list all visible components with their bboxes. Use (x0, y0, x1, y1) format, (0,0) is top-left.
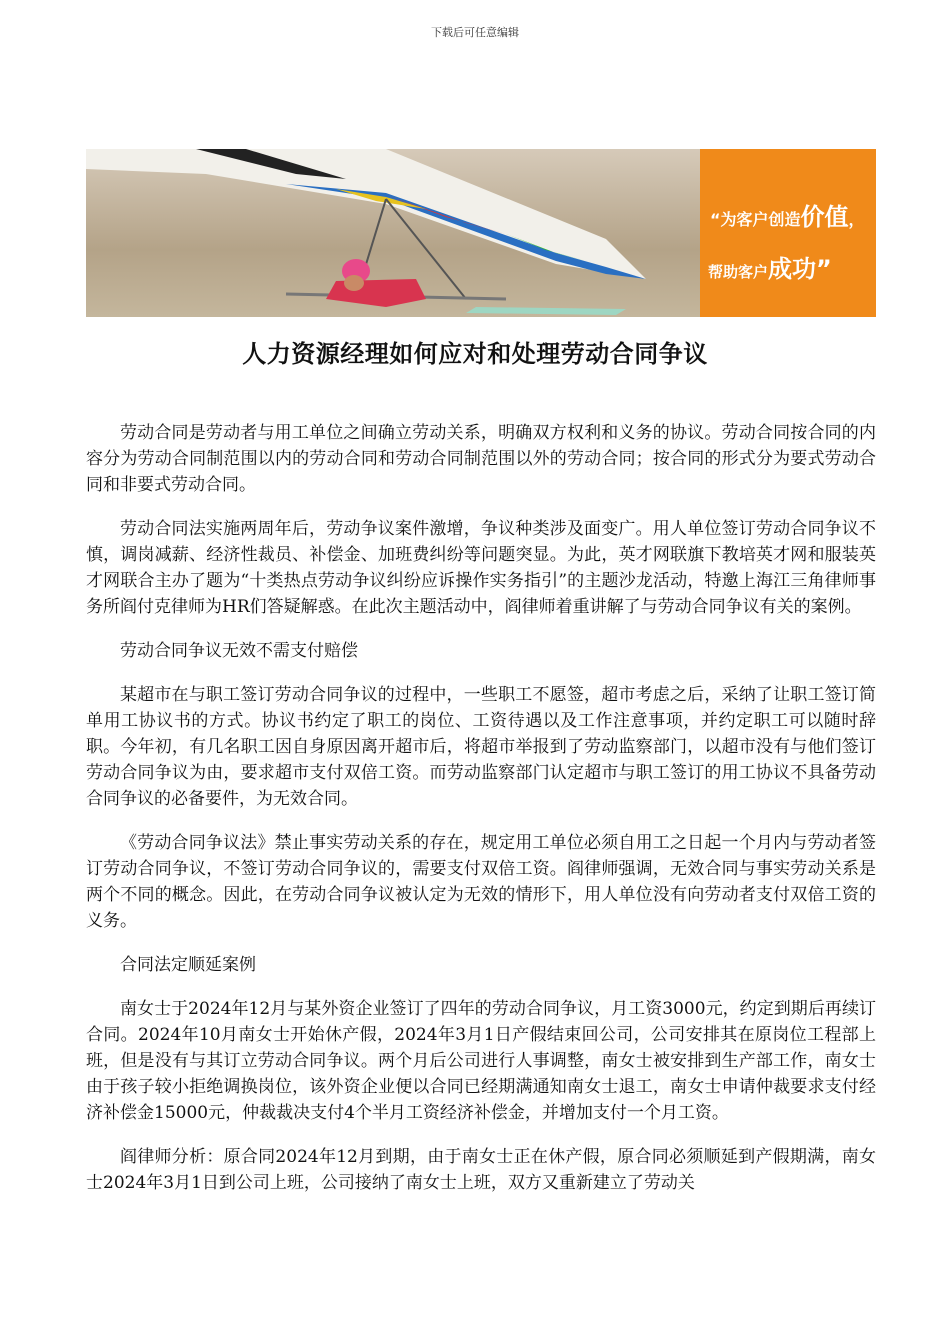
slogan-line-1-prefix: “为客户创造 (710, 210, 801, 229)
hang-glider-photo (86, 149, 700, 317)
banner-image (86, 149, 876, 317)
header-note: 下载后可任意编辑 (431, 26, 519, 39)
paragraph: 劳动合同法实施两周年后，劳动争议案件激增，争议种类涉及面变广。用人单位签订劳动合同争议不慎，调岗减薪、经济性裁员、补偿金、加班费纠纷等问题突显。为此，英才网联旗下教培英才网和服装英才网联合主办了题为“十类热点劳动争议纠纷应诉操作实务指引”的主题沙龙活动，特邀上海江三角律师事务所阎付克律师为HR们答疑解惑。在此次主题活动中，阎律师着重讲解了与劳动合同争议有关的案例。 (86, 519, 876, 617)
slogan-line-1-suffix: ， (848, 210, 865, 229)
slogan-line-2-emphasis: 成功” (768, 255, 832, 283)
slogan-panel (700, 149, 876, 317)
paragraph: 某超市在与职工签订劳动合同争议的过程中，一些职工不愿签，超市考虑之后，采纳了让职工签订简单用工协议书的方式。协议书约定了职工的岗位、工资待遇以及工作注意事项，并约定职工可以随时辞职。今年初，有几名职工因自身原因离开超市后，将超市举报到了劳动监察部门，以超市没有与他们签订劳动合同争议为由，要求超市支付双倍工资。而劳动监察部门认定超市与职工签订的用工协议不具备劳动合同争议的必备要件，为无效合同。 (86, 685, 876, 809)
slogan-line-1 (710, 197, 865, 232)
document-body (86, 420, 876, 1214)
paragraph: 《劳动合同争议法》禁止事实劳动关系的存在，规定用工单位必须自用工之日起一个月内与劳动者签订劳动合同争议，不签订劳动合同争议的，需要支付双倍工资。阎律师强调，无效合同与事实劳动关系是两个不同的概念。因此，在劳动合同争议被认定为无效的情形下，用人单位没有向劳动者支付双倍工资的义务。 (86, 833, 876, 931)
slogan-line-1-emphasis: 价值 (800, 203, 849, 231)
section-heading: 合同法定顺延案例 (120, 955, 256, 975)
hang-glider-illustration (86, 149, 700, 317)
paragraph: 阎律师分析：原合同2024年12月到期，由于南女士正在休产假，原合同必须顺延到产假期满，南女士2024年3月1日到公司上班，公司接纳了南女士上班，双方又重新建立了劳动关 (86, 1147, 876, 1193)
paragraph: 南女士于2024年12月与某外资企业签订了四年的劳动合同争议，月工资3000元，约定到期后再续订合同。2024年10月南女士开始休产假，2024年3月1日产假结束回公司，公司安排其在原岗位工程部上班，但是没有与其订立劳动合同争议。两个月后公司进行人事调整，南女士被安排到生产部工作，南女士由于孩子较小拒绝调换岗位，该外资企业便以合同已经期满通知南女士退工，南女士申请仲裁要求支付经济补偿金15000元，仲裁裁决支付4个半月工资经济补偿金，并增加支付一个月工资。 (86, 999, 876, 1123)
slogan-line-2-prefix: 帮助客户 (708, 263, 769, 281)
slogan-line-2 (708, 249, 832, 284)
document-title: 人力资源经理如何应对和处理劳动合同争议 (242, 339, 708, 368)
paragraph: 劳动合同是劳动者与用工单位之间确立劳动关系，明确双方权利和义务的协议。劳动合同按合同的内容分为劳动合同制范围以内的劳动合同和劳动合同制范围以外的劳动合同；按合同的形式分为要式劳动合同和非要式劳动合同。 (86, 423, 876, 495)
section-heading: 劳动合同争议无效不需支付赔偿 (120, 641, 358, 661)
